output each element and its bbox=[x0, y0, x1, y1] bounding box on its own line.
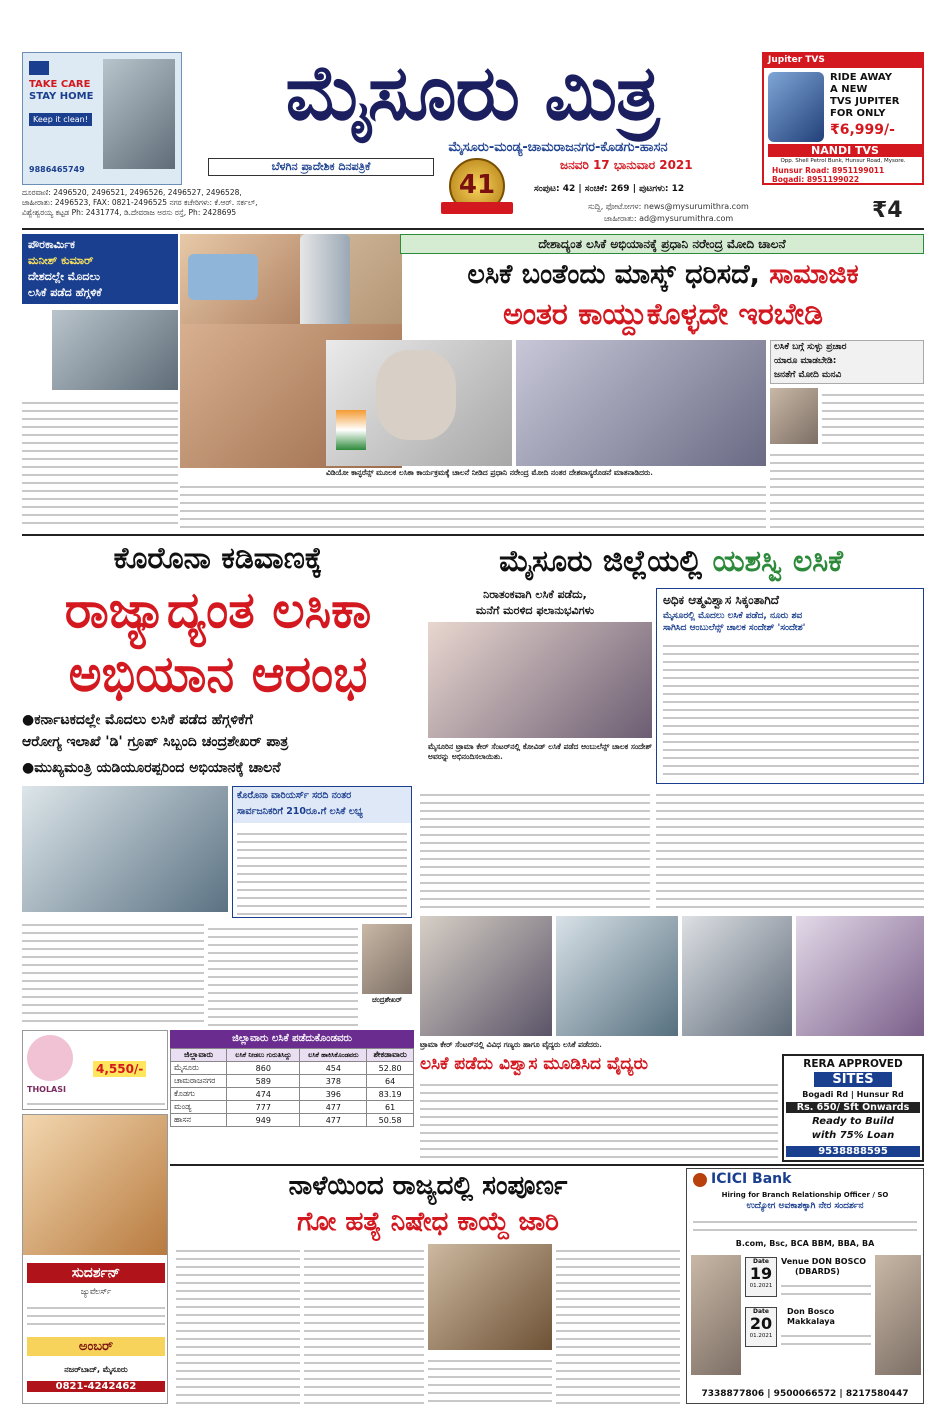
date1-month: 01.2021 bbox=[749, 1283, 773, 1289]
table-cell: 589 bbox=[227, 1075, 300, 1088]
table-cell: 454 bbox=[300, 1062, 367, 1075]
table-cell: 777 bbox=[227, 1101, 300, 1114]
icici-date-1 bbox=[745, 1257, 777, 1297]
ambar-name: ಅಂಬರ್ bbox=[27, 1337, 165, 1356]
tholasi-name: THOLASI bbox=[27, 1085, 66, 1094]
top-headline-1a: ಲಸಿಕೆ ಬಂತೆಂದು ಮಾಸ್ಕ್ ಧರಿಸದೆ, bbox=[467, 259, 760, 290]
modi-photo bbox=[326, 340, 512, 466]
bottom-body-3 bbox=[428, 1354, 552, 1404]
doctors-headline: ಲಸಿಕೆ ಪಡೆದು ವಿಶ್ವಾಸ ಮೂಡಿಸಿದ ವೈದ್ಯರು bbox=[420, 1054, 649, 1074]
cattle-photo bbox=[428, 1244, 552, 1350]
mysuru-side-title: ಅಧಿಕ ಆತ್ಮವಿಶ್ವಾಸ ಸಿಕ್ಕಂತಾಗಿದೆ bbox=[663, 593, 780, 607]
top-photo-caption: ವಿಡಿಯೋ ಕಾನ್ಫರೆನ್ಸ್ ಮೂಲಕ ಲಸಿಕಾ ಕಾರ್ಯಕ್ರಮಕ್ಕೆ ಚಾಲನೆ ನೀಡಿದ ಪ್ರಧಾನಿ ನರೇಂದ್ರ ಮೋದಿ ನಂತರ ದೇಶವಾಸ್ಯರೊಡನೆ ಮಾತನಾಡಿದರು. bbox=[326, 468, 653, 477]
state-bullet-1b: ಆರೋಗ್ಯ ಇಲಾಖೆ 'ಡಿ' ಗ್ರೂಪ್ ಸಿಬ್ಬಂದಿ ಚಂದ್ರಶೇಖರ್ ಪಾತ್ರ bbox=[22, 734, 289, 750]
top-side-text-2 bbox=[770, 448, 924, 530]
date1-day: 19 bbox=[749, 1264, 773, 1283]
mysuru-side-text bbox=[663, 639, 919, 779]
bottom-headline-1: ನಾಳೆಯಿಂದ ರಾಜ್ಯದಲ್ಲಿ ಸಂಪೂರ್ಣ bbox=[288, 1171, 568, 1201]
table-cell: 52.80 bbox=[367, 1062, 414, 1075]
left-story bbox=[22, 234, 178, 530]
masthead-districts: ಮೈಸೂರು-ಮಂಡ್ಯ-ಚಾಮರಾಜನಗರ-ಕೊಡಗು-ಹಾಸನ bbox=[448, 140, 668, 155]
top-side-text bbox=[822, 388, 924, 444]
rera-line5: Ready to Build bbox=[812, 1116, 894, 1127]
top-headline-1 bbox=[402, 258, 924, 292]
state-body-1 bbox=[22, 918, 204, 1026]
masthead-title: ಮೈಸೂರು ಮಿತ್ರ bbox=[285, 48, 659, 137]
doctors-body bbox=[420, 1078, 778, 1164]
icici-edu: B.com, Bsc, BCA BBM, BBA, BA bbox=[735, 1239, 875, 1248]
mysuru-main-photo bbox=[428, 622, 652, 738]
table-cell: 378 bbox=[300, 1075, 367, 1088]
phone-line-2: ಜಾಹೀರಾತು: 2496523, FAX: 0821-2496525 ನಗರ ಕಚೇರಿಗಳು: ಕೆ.ಆರ್. ಸರ್ಕಲ್, bbox=[22, 198, 258, 207]
mysuru-headline-1: ಮೈಸೂರು ಜಿಲ್ಲೆಯಲ್ಲಿ bbox=[499, 544, 703, 579]
email-ad[interactable]: ಜಾಹೀರಾತು: ad@mysurumithra.com bbox=[604, 214, 734, 223]
top-side-photo bbox=[770, 388, 818, 444]
tagline-text: ಬೆಳಗಿನ ಪ್ರಾದೇಶಿಕ ದಿನಪತ್ರಿಕೆ bbox=[271, 160, 371, 173]
top-kicker: ದೇಶಾದ್ಯಂತ ಲಸಿಕೆ ಅಭಿಯಾನಕ್ಕೆ ಪ್ರಧಾನಿ ನರೇಂದ್ರ ಮೋದಿ ಚಾಲನೆ bbox=[538, 237, 786, 251]
ad-line1: TAKE CARE bbox=[29, 79, 91, 90]
tholasi-price: 4,550/- bbox=[93, 1061, 146, 1077]
date2-day: 20 bbox=[749, 1314, 773, 1333]
col-district: ಜಿಲ್ಲಾವಾರು bbox=[171, 1049, 227, 1062]
state-box-title-2: ಸಾರ್ವಜನಿಕರಿಗೆ 210ರೂ.ಗೆ ಲಸಿಕೆ ಲಭ್ಯ bbox=[237, 806, 363, 817]
bottom-rule bbox=[170, 1164, 924, 1166]
couple-photo bbox=[23, 1115, 168, 1255]
tvs-dealer: NANDI TVS bbox=[768, 144, 922, 157]
left-title-1: ಪೌರಕಾರ್ಮಿಕ bbox=[28, 238, 75, 251]
rera-line6: with 75% Loan bbox=[811, 1130, 895, 1141]
tvs-phone2: Bogadi: 8951199022 bbox=[772, 175, 860, 184]
tvs-line3: TVS JUPITER bbox=[830, 96, 900, 107]
state-body-2 bbox=[208, 922, 358, 1026]
left-title-2: ಮನೀಶ್ ಕುಮಾರ್ bbox=[28, 254, 94, 267]
issue-date: ಜನವರಿ 17 ಭಾನುವಾರ 2021 bbox=[560, 158, 693, 172]
icici-person-1 bbox=[691, 1255, 741, 1375]
icici-venue-2a: Don Bosco bbox=[787, 1307, 835, 1316]
tvs-line4: FOR ONLY bbox=[830, 108, 886, 119]
mysuru-headline-2: ಯಶಸ್ವಿ ಲಸಿಕೆ bbox=[712, 544, 843, 579]
ad-take-care[interactable] bbox=[22, 52, 182, 185]
top-headline-2: ಅಂತರ ಕಾಯ್ದುಕೊಳ್ಳದೇ ಇರಬೇಡಿ bbox=[502, 297, 824, 332]
email-news[interactable]: ಸುದ್ದಿ, ಫೋಟೋಗಳ: news@mysurumithra.com bbox=[588, 202, 749, 211]
table-row bbox=[171, 1062, 414, 1075]
doctors-photo-1 bbox=[420, 916, 552, 1036]
issue-number: ಸಂಚಿಕೆ: 269 bbox=[584, 184, 630, 194]
tvs-line1: RIDE AWAY bbox=[830, 72, 892, 83]
tvs-brand: Jupiter TVS bbox=[768, 55, 825, 65]
district-table bbox=[170, 1048, 414, 1127]
ad-line3: Keep it clean! bbox=[29, 113, 92, 126]
left-story-text bbox=[22, 396, 178, 528]
contact-lines bbox=[22, 188, 442, 218]
mysuru-photo-caption: ಮೈಸೂರಿನ ಟ್ರಾಮಾ ಕೇರ್ ಸೆಂಟರ್‌ನಲ್ಲಿ ಕೋವಿಡ್ ಲಸಿಕೆ ಪಡೆದ ಆಂಬುಲೆನ್ಸ್ ಚಾಲಕ ಸಂದೇಶ್ ಅವರನ್ನು ಅಭಿನಂದಿಸಲಾಯಿತು. bbox=[428, 742, 652, 761]
state-bullet-2: ●ಮುಖ್ಯಮಂತ್ರಿ ಯಡಿಯೂರಪ್ಪರಿಂದ ಅಭಿಯಾನಕ್ಕೆ ಚಾಲನೆ bbox=[22, 760, 281, 776]
table-row bbox=[171, 1088, 414, 1101]
state-box bbox=[232, 786, 412, 918]
top-kicker-bar bbox=[400, 234, 924, 254]
top-story-body bbox=[180, 480, 766, 530]
bottom-body-1 bbox=[176, 1244, 300, 1404]
doctors-photo-2 bbox=[556, 916, 678, 1036]
scooter-image bbox=[768, 72, 824, 142]
table-cell: ಮಂಡ್ಯ bbox=[171, 1101, 227, 1114]
top-side-story bbox=[770, 340, 924, 530]
icici-line1: Hiring for Branch Relationship Officer / SO bbox=[721, 1191, 889, 1199]
ad-sudarshan[interactable] bbox=[22, 1114, 168, 1404]
table-cell: 61 bbox=[367, 1101, 414, 1114]
issue-info: ಸಂಪುಟ: 42 | ಸಂಚಿಕೆ: 269 | ಪುಟಗಳು: 12 bbox=[534, 184, 685, 194]
table-cell: 860 bbox=[227, 1062, 300, 1075]
rera-phone: 9538888595 bbox=[786, 1146, 920, 1157]
table-row bbox=[171, 1101, 414, 1114]
table-cell: ಹಾಸನ bbox=[171, 1114, 227, 1127]
table-cell: 50.58 bbox=[367, 1114, 414, 1127]
table-cell: 396 bbox=[300, 1088, 367, 1101]
icici-venue-1b: (DBARDS) bbox=[795, 1267, 840, 1276]
state-kicker: ಕೊರೊನಾ ಕಡಿವಾಣಕ್ಕೆ bbox=[113, 541, 323, 576]
sudarshan-name: ಸುದರ್ಶನ್ bbox=[27, 1263, 165, 1283]
tvs-price: ₹6,999/- bbox=[830, 122, 895, 138]
district-table-title: ಜಿಲ್ಲಾವಾರು ಲಸಿಕೆ ಪಡೆದುಕೊಂಡವರು bbox=[170, 1030, 414, 1048]
table-cell: 64 bbox=[367, 1075, 414, 1088]
phone-line-3: ವಿಶ್ವೇಶ್ವರಯ್ಯ ಕಟ್ಟಡ Ph: 2431774, ಡಿ.ದೇವರಾಜ ಅರಸು ರಸ್ತೆ, Ph: 2428695 bbox=[22, 208, 237, 217]
icici-venue-2b: Makkalaya bbox=[787, 1317, 835, 1326]
rera-line4: Rs. 650/ Sft Onwards bbox=[786, 1102, 920, 1113]
top-section-rule bbox=[22, 534, 924, 536]
table-cell: 949 bbox=[227, 1114, 300, 1127]
ad-tvs-jupiter[interactable] bbox=[762, 52, 924, 185]
mysuru-side-sub-2: ಸಾಗಿಸಿದ ಆಂಬುಲೆನ್ಸ್ ಚಾಲಕ ಸಂದೇಶ್ 'ಸಂದೇಶ' bbox=[663, 623, 806, 633]
phone-line-1: ದೂರವಾಣಿ: 2496520, 2496521, 2496526, 2496527, 2496528, bbox=[22, 188, 242, 197]
table-cell: 477 bbox=[300, 1114, 367, 1127]
rera-line2: SITES bbox=[814, 1072, 892, 1087]
bottom-body-4 bbox=[556, 1244, 680, 1404]
table-cell: 477 bbox=[300, 1101, 367, 1114]
state-headline-2: ಅಭಿಯಾನ ಆರಂಭ bbox=[68, 645, 368, 703]
tvs-addr: Opp. Shell Petrol Bunk, Hunsur Road, Mysore. bbox=[780, 158, 906, 164]
left-story-photo bbox=[52, 310, 178, 390]
table-cell: ಚಾಮರಾಜನಗರ bbox=[171, 1075, 227, 1088]
ad-photo bbox=[103, 59, 175, 169]
mysuru-body-2 bbox=[656, 788, 924, 912]
masthead-rule bbox=[22, 228, 924, 230]
volume: ಸಂಪುಟ: 42 bbox=[534, 184, 576, 194]
price: ₹4 bbox=[872, 198, 903, 223]
state-headline-1: ರಾಜ್ಯಾದ್ಯಂತ ಲಸಿಕಾ bbox=[64, 581, 372, 639]
tvs-line2: A NEW bbox=[830, 84, 868, 95]
icici-brand: ICICI Bank bbox=[711, 1171, 792, 1187]
col-percent: ಶೇಕಡಾವಾರು bbox=[367, 1049, 414, 1062]
ad-rera-sites[interactable] bbox=[782, 1054, 924, 1162]
mysuru-sub-1: ನಿರಾತಂಕವಾಗಿ ಲಸಿಕೆ ಪಡೆದು, bbox=[483, 588, 587, 601]
left-title-3: ದೇಶದಲ್ಲೇ ಮೊದಲು bbox=[28, 270, 100, 283]
doctors-caption: ಟ್ರಾಮಾ ಕೇರ್ ಸೆಂಟರ್‌ನಲ್ಲಿ ವಿವಿಧ ಗಣ್ಯರು ಹಾಗೂ ವೈದ್ಯರು ಲಸಿಕೆ ಪಡೆದರು. bbox=[420, 1040, 602, 1049]
table-row bbox=[171, 1114, 414, 1127]
anniversary-number: 41 bbox=[458, 170, 496, 200]
icici-person-2 bbox=[875, 1255, 921, 1375]
table-cell: ಕೊಡಗು bbox=[171, 1088, 227, 1101]
icici-phones: 7338877806 | 9500066572 | 8217580447 bbox=[701, 1389, 909, 1399]
table-cell: 83.19 bbox=[367, 1088, 414, 1101]
tvs-phone1: Hunsur Road: 8951199011 bbox=[772, 166, 885, 175]
mysuru-side-box bbox=[656, 588, 924, 784]
state-bullet-1a: ●ಕರ್ನಾಟಕದಲ್ಲೇ ಮೊದಲು ಲಸಿಕೆ ಪಡೆದ ಹೆಗ್ಗಳಿಕೆಗೆ bbox=[22, 712, 253, 728]
table-row bbox=[171, 1075, 414, 1088]
top-side-title-3: ಜನತೆಗೆ ಮೋದಿ ಮನವಿ bbox=[774, 370, 842, 380]
mysuru-headline bbox=[418, 542, 924, 582]
date2-label: Date bbox=[753, 1308, 769, 1315]
icici-line2: ಉದ್ಯೋಗ ಅವಕಾಶಕ್ಕಾಗಿ ನೇರ ಸಂದರ್ಶನ bbox=[746, 1201, 864, 1211]
icici-venue-1a: Venue DON BOSCO bbox=[781, 1257, 867, 1266]
rera-line3: Bogadi Rd | Hunsur Rd bbox=[802, 1090, 904, 1099]
col-identified: ಲಸಿಕೆ ನೀಡಲು ಗುರುತಿಸಿದ್ದು bbox=[227, 1049, 300, 1062]
state-photo bbox=[22, 786, 228, 912]
icici-date-2 bbox=[745, 1307, 777, 1347]
table-cell: ಮೈಸೂರು bbox=[171, 1062, 227, 1075]
audience-photo bbox=[516, 340, 766, 466]
col-vaccinated: ಲಸಿಕೆ ಹಾಕಿಸಿಕೊಂಡವರು bbox=[300, 1049, 367, 1062]
ad-line2: STAY HOME bbox=[29, 91, 94, 102]
masthead-tagline bbox=[208, 158, 434, 176]
ad-icici-hiring[interactable] bbox=[686, 1168, 924, 1404]
sudarshan-phone: 0821-4242462 bbox=[27, 1381, 165, 1392]
district-table-header bbox=[171, 1049, 414, 1062]
top-side-title-2: ಯಾರೂ ಮಾಡಬೇಡಿ: bbox=[774, 356, 837, 366]
state-box-title-1: ಕೊರೊನಾ ವಾರಿಯರ್ಸ್ ಸರದಿ ನಂತರ bbox=[237, 790, 352, 801]
anniversary-badge bbox=[441, 158, 513, 220]
rera-line1: RERA APPROVED bbox=[803, 1058, 903, 1070]
mysuru-body-1 bbox=[420, 788, 650, 912]
chandrashekar-caption: ಚಂದ್ರಶೇಖರ್ bbox=[372, 996, 402, 1004]
top-headline-1b: ಸಾಮಾಜಿಕ bbox=[769, 259, 859, 290]
date2-month: 01.2021 bbox=[749, 1333, 773, 1339]
sudarshan-sub: ಜ್ಯುವೆಲರ್ಸ್ bbox=[80, 1287, 112, 1296]
page-count: ಪುಟಗಳು: 12 bbox=[639, 184, 685, 194]
table-cell: 474 bbox=[227, 1088, 300, 1101]
mysuru-sub-2: ಮನೆಗೆ ಮರಳಿದ ಫಲಾನುಭವಿಗಳು bbox=[475, 604, 595, 617]
doctors-photo-4 bbox=[796, 916, 924, 1036]
ad-phone: 9886465749 bbox=[29, 165, 85, 174]
bottom-headline-2: ಗೋ ಹತ್ಯೆ ನಿಷೇಧ ಕಾಯ್ದೆ ಜಾರಿ bbox=[297, 1207, 559, 1237]
mysuru-side-sub-1: ಮೈಸೂರಲ್ಲಿ ಮೊದಲು ಲಸಿಕೆ ಪಡೆದ, ನೂರು ಶವ bbox=[663, 611, 803, 621]
top-side-title-1: ಲಸಿಕೆ ಬಗ್ಗೆ ಸುಳ್ಳು ಪ್ರಚಾರ bbox=[774, 342, 847, 352]
district-table-box bbox=[170, 1030, 414, 1154]
state-box-text bbox=[237, 827, 407, 915]
sudarshan-addr: ನಜರ್‌ಬಾದ್, ಮೈಸೂರು bbox=[64, 1365, 128, 1374]
chandrashekar-photo bbox=[362, 924, 412, 994]
bottom-body-2 bbox=[304, 1244, 424, 1404]
left-title-4: ಲಸಿಕೆ ಪಡೆದ ಹೆಗ್ಗಳಿಕೆ bbox=[28, 286, 102, 299]
date1-label: Date bbox=[753, 1258, 769, 1265]
ad-tholasi[interactable] bbox=[22, 1030, 168, 1110]
doctors-photo-3 bbox=[682, 916, 792, 1036]
